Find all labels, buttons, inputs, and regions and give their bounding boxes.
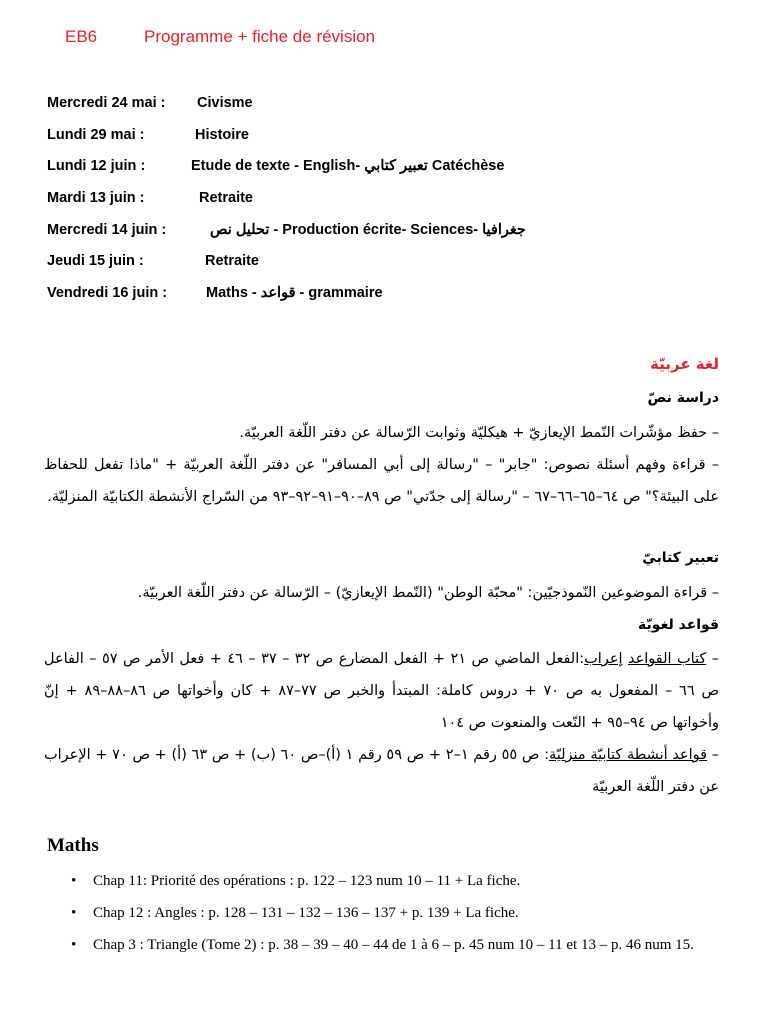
schedule-subjects: تحليل نص - Production écrite- Sciences- جغرافيا: [210, 221, 526, 238]
schedule-subjects: Maths - قواعد - grammaire: [206, 285, 383, 302]
maths-item-text: Chap 12 : Angles : p. 128 – 131 – 132 – 136 – 137 + p. 139 + La fiche.: [93, 905, 519, 921]
maths-item-text: Chap 3 : Triangle (Tome 2) : p. 38 – 39 – 40 – 44 de 1 à 6 – p. 45 num 10 – 11 et 13 – p. 46 num 15.: [93, 937, 694, 953]
grammar-heading: قواعد لغويّة: [638, 617, 719, 633]
maths-heading: Maths: [47, 835, 99, 856]
list-item: [0, 866, 715, 896]
schedule-day: Lundi 12 juin :: [47, 158, 146, 175]
text-study-line: – قراءة وفهم أسئلة نصوص: "جابر" – "رسالة إلى أبي المسافر" عن دفتر اللّغة العربيّة + "ماذا تفعل للحفاظ على البيئة؟" ص ٦٤–٦٥–٦٦–٦٧ – "رسالة إلى جدّتي" ص ٨٩–٩٠–٩١–٩٢–٩٣ من السّراج الأنشطة الكتابيّة المنزليّة.: [44, 457, 719, 505]
schedule-day: Vendredi 16 juin :: [47, 285, 168, 302]
schedule-subjects: Retraite: [199, 190, 253, 207]
list-item: [0, 930, 715, 960]
i3rab-label: إعراب: [584, 651, 623, 667]
schedule-day: Jeudi 15 juin :: [47, 253, 144, 270]
class-label: EB6: [65, 27, 98, 46]
grammar-line: [44, 643, 719, 739]
schedule-subjects: Histoire: [195, 126, 249, 143]
grammar-activities-line: [44, 739, 719, 803]
list-item: [0, 898, 715, 928]
schedule-subjects: Retraite: [205, 253, 259, 270]
grammar-pages: :الفعل الماضي ص ٢١ + الفعل المضارع ص ٣٢ – ٣٧ – ٤٦ + فعل الأمر ص ٥٧ – الفاعل ص ٦٦ – المفعول به ص ٧٠ + دروس كاملة: المبتدأ والخبر ص ٧٧–٨٧ + كان وأخواتها ص ٨٦–٨٨–٨٩ + إنّ وأخواتها ص ٩٤–٩٥ + النّعت والمنعوت ص ١٠٤: [44, 651, 720, 731]
schedule-day: Mardi 13 juin :: [47, 190, 145, 207]
dash: –: [707, 747, 719, 763]
arabic-section-title: لغة عربيّة: [650, 355, 719, 373]
activities-label: قواعد أنشطة كتابيّة منزليّة: [548, 747, 708, 763]
activities-pages: : ص ٥٥ رقم ١–٢ + ص ٥٩ رقم ١ (أ)–ص ٦٠ (ب) + ص ٦٣ (أ) + ص ٧٠ + الإعراب عن دفتر اللّغة العربيّة: [44, 747, 719, 795]
bullet-icon: •: [71, 873, 77, 889]
page-title: Programme + fiche de révision: [144, 27, 376, 46]
bullet-icon: •: [71, 937, 77, 953]
schedule-subjects: Etude de texte - English- تعبير كتابي Catéchèse: [191, 158, 505, 175]
writing-line: – قراءة الموضوعين النّموذجيّين: "محبّة الوطن" (النّمط الإيعازيّ) – الرّسالة عن دفتر اللّغة العربيّة.: [137, 585, 719, 601]
schedule-subjects: Civisme: [197, 95, 253, 111]
grammar-book-label: كتاب القواعد: [627, 651, 707, 667]
maths-item-text: Chap 11: Priorité des opérations : p. 122 – 123 num 10 – 11 + La fiche.: [93, 873, 521, 889]
maths-list: [0, 866, 768, 960]
text-study-heading: دراسة نصّ: [647, 390, 719, 406]
dash: –: [706, 651, 719, 667]
writing-heading: تعبير كتابيّ: [642, 550, 719, 566]
text-study-line: – حفظ مؤشّرات النّمط الإيعازيّ + هيكليّة وثوابت الرّسالة عن دفتر اللّغة العربيّة.: [239, 425, 719, 441]
schedule-day: Lundi 29 mai :: [47, 126, 145, 143]
schedule-day: Mercredi 24 mai :: [47, 95, 166, 111]
schedule-day: Mercredi 14 juin :: [47, 221, 167, 238]
bullet-icon: •: [71, 905, 77, 921]
